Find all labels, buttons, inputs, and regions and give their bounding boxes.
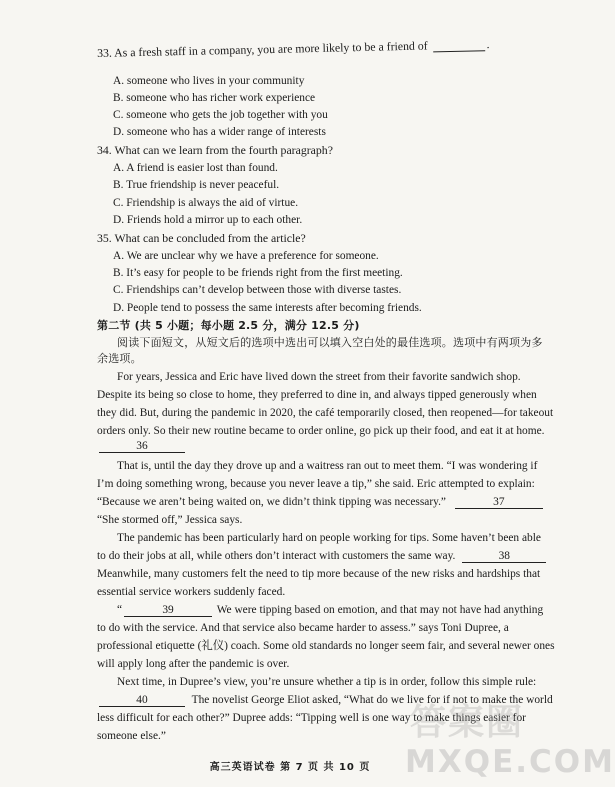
option-33-b: B. someone who has richer work experience (113, 92, 316, 104)
section-heading: 第二节 (共 5 小题；每小题 2.5 分，满分 12.5 分) (97, 319, 360, 332)
passage-p2-line-1: That is, until the day they drove up and a waitress ran out to meet them. “I was wondering if (117, 460, 538, 472)
passage-p3-line-3: Meanwhile, many customers felt the need to tip more because of the new risks and hardships that (97, 568, 541, 580)
watermark (405, 700, 615, 784)
question-33-text: 33. As a fresh staff in a company, you are more likely to be a friend of (97, 38, 428, 60)
blank-36-line (97, 439, 187, 453)
passage-p5-line-4: someone else.” (97, 730, 166, 742)
watermark-text: MXQE.COM (405, 744, 615, 780)
passage-p3-line-2-text: to do their jobs at all, while others don’t interact with customers the same way. (97, 550, 456, 562)
passage-p5-line-1: Next time, in Dupree’s view, you’re unsure whether a tip is in order, follow this simple rule: (117, 676, 537, 688)
answer-blank-40: 40 (99, 694, 185, 707)
option-35-a: A. We are unclear why we have a preference for someone. (113, 250, 379, 262)
passage-p1-line-4: orders only. So their new routine became to order online, go pick up their food, and eat it at home. (97, 425, 545, 437)
section-instruction-line-1: 阅读下面短文，从短文后的选项中选出可以填入空白处的最佳选项。选项中有两项为多 (117, 336, 543, 349)
question-33-period: . (486, 37, 490, 52)
watermark-logo: 答案圈 (410, 702, 525, 743)
passage-p2-line-4: “She stormed off,” Jessica says. (97, 514, 243, 526)
passage-p5-line-2-text: The novelist George Eliot asked, “What do we live for if not to make the world (191, 694, 553, 706)
option-35-b: B. It’s easy for people to be friends right from the first meeting. (113, 267, 403, 279)
answer-blank-33 (432, 38, 484, 52)
passage-p4-line-1 (117, 603, 543, 617)
answer-blank-38: 38 (462, 550, 546, 563)
question-33-stem (97, 37, 490, 60)
answer-blank-37: 37 (455, 496, 543, 509)
answer-blank-39: 39 (124, 604, 212, 617)
option-35-c: C. Friendships can’t develop between those with diverse tastes. (113, 284, 402, 296)
passage-p2-line-3 (97, 495, 545, 509)
passage-p5-line-3: less difficult for each other?” Dupree adds: “Tipping well is one way to make things easier for (97, 712, 526, 724)
option-33-a: A. someone who lives in your community (113, 75, 305, 87)
passage-p2-line-3-text: “Because we aren’t being waited on, we didn’t think tipping was necessary.” (97, 496, 446, 508)
option-35-d: D. People tend to possess the same interests after becoming friends. (113, 302, 422, 314)
passage-p1-line-3: they did. But, during the pandemic in 2020, the café temporarily closed, then reopened—for takeout (97, 407, 554, 419)
section-instruction-line-2: 余选项。 (97, 352, 142, 365)
passage-p1-line-1: For years, Jessica and Eric have lived down the street from their favorite sandwich shop. (117, 371, 521, 383)
answer-blank-36: 36 (99, 440, 185, 453)
option-34-a: A. A friend is easier lost than found. (113, 162, 278, 174)
passage-p3-line-4: essential service workers suddenly faced. (97, 586, 286, 598)
option-33-d: D. someone who has a wider range of interests (113, 126, 326, 138)
question-35-stem: 35. What can be concluded from the article? (97, 231, 306, 245)
passage-p3-line-1: The pandemic has been particularly hard on people working for tips. Some haven’t been able (117, 532, 541, 544)
passage-p4-line-2: to do with the service. And that service also became harder to assess.” says Toni Dupree, a (97, 622, 509, 634)
passage-p4-line-3: professional etiquette (礼仪) coach. Some old standards no longer seem fair, and several newer ones (97, 640, 555, 652)
passage-p4-open-quote: “ (117, 604, 123, 616)
option-34-b: B. True friendship is never peaceful. (113, 179, 280, 191)
option-33-c: C. someone who gets the job together with you (113, 109, 328, 121)
passage-p1-line-2: Despite its being so close to home, they preferred to dine in, and always tipped generously when (97, 389, 537, 401)
passage-p4-line-1-text: We were tipping based on emotion, and that may not have had anything (216, 604, 544, 616)
passage-p3-line-2 (97, 549, 548, 563)
passage-p2-line-2: I’m doing something wrong, because you never leave a tip,” she said. Eric attempted to explain: (97, 478, 535, 490)
passage-p4-line-4: will apply long after the pandemic is over. (97, 658, 290, 670)
question-34-stem: 34. What can we learn from the fourth paragraph? (97, 143, 333, 157)
option-34-d: D. Friends hold a mirror up to each other. (113, 214, 303, 226)
page-footer: 高三英语试卷 第 7 页 共 10 页 (209, 762, 371, 773)
option-34-c: C. Friendship is always the aid of virtue. (113, 197, 299, 209)
